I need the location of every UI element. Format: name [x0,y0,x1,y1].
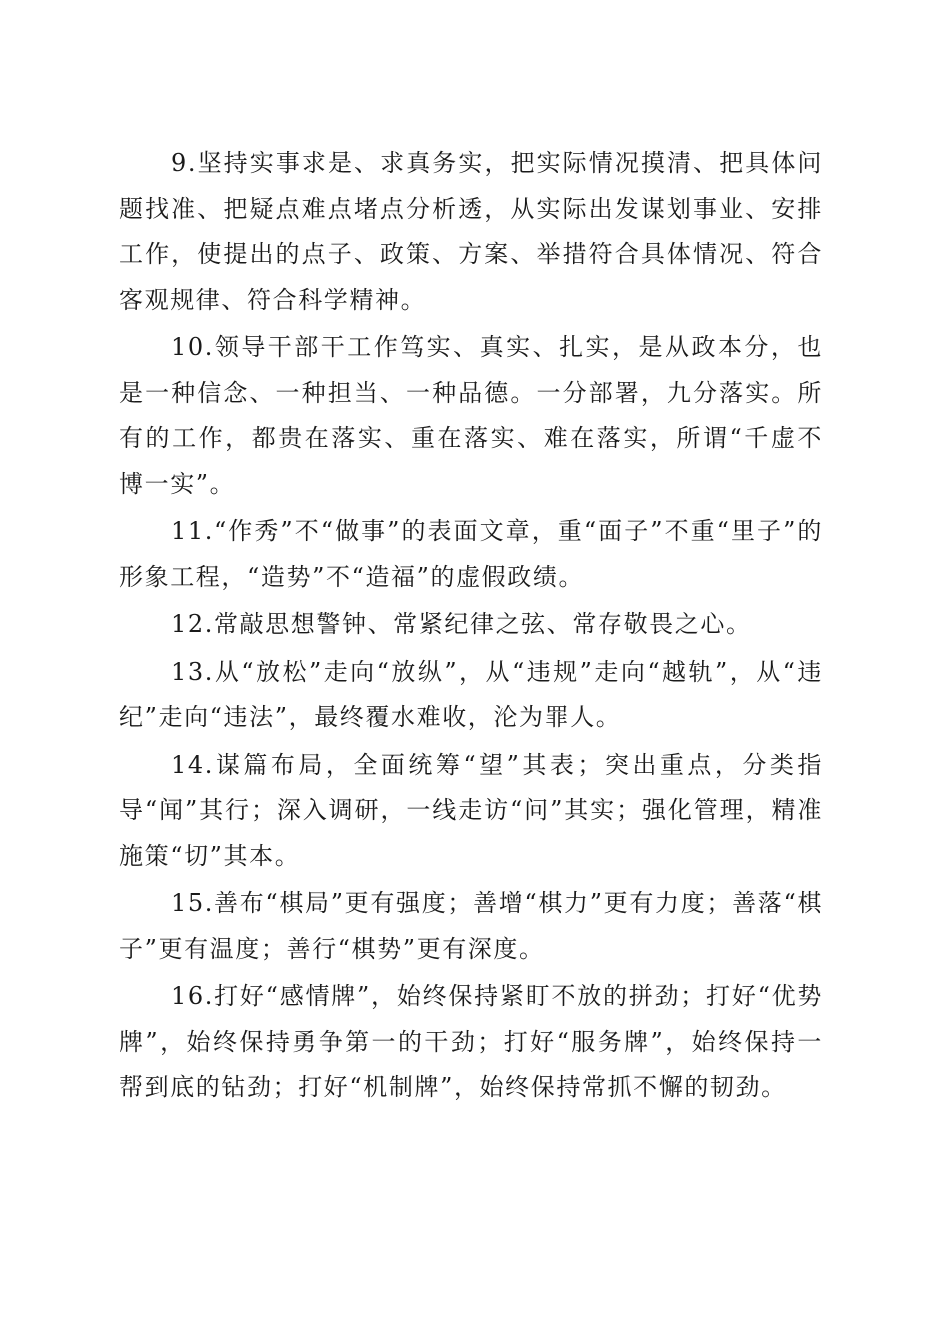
paragraph-text: 谋篇布局，全面统筹“望”其表；突出重点，分类指导“闻”其行；深入调研，一线走访“问”其实；强化管理，精准施策“切”其本。 [119,750,823,870]
paragraph-10 [119,325,823,507]
paragraph-text: 领导干部干工作笃实、真实、扎实，是从政本分，也是一种信念、一种担当、一种品德。一分部署，九分落实。所有的工作，都贵在落实、重在落实、难在落实，所谓“千虚不博一实”。 [119,333,823,498]
paragraph-text: 常敲思想警钟、常紧纪律之弦、常存敬畏之心。 [213,610,752,638]
paragraph-text: “作秀”不“做事”的表面文章，重“面子”不重“里子”的形象工程，“造势”不“造福”的虚假政绩。 [119,517,823,591]
paragraph-16 [119,974,823,1111]
paragraph-text: 打好“感情牌”，始终保持紧盯不放的拼劲；打好“优势牌”，始终保持勇争第一的干劲；打好“服务牌”，始终保持一帮到底的钻劲；打好“机制牌”，始终保持常抓不懈的韧劲。 [119,982,823,1101]
paragraph-12 [119,602,823,648]
paragraph-text: 从“放松”走向“放纵”，从“违规”走向“越轨”，从“违纪”走向“违法”，最终覆水难收，沦为罪人。 [119,657,823,731]
paragraph-number: 13. [171,657,214,686]
paragraph-9 [119,141,823,323]
paragraph-number: 15. [171,889,214,917]
paragraph-13 [119,650,823,741]
paragraph-number: 12. [171,610,214,638]
paragraph-number: 16. [171,982,214,1010]
paragraph-number: 9. [171,149,198,177]
paragraph-11 [119,509,823,600]
paragraph-number: 14. [171,750,214,779]
paragraph-15 [119,881,823,972]
paragraph-number: 10. [171,333,214,361]
paragraph-14 [119,743,823,880]
paragraph-text: 坚持实事求是、求真务实，把实际情况摸清、把具体问题找准、把疑点难点堵点分析透，从实际出发谋划事业、安排工作，使提出的点子、政策、方案、举措符合具体情况、符合客观规律、符合科学精神。 [119,149,823,314]
paragraph-number: 11. [171,517,214,545]
paragraph-text: 善布“棋局”更有强度；善增“棋力”更有力度；善落“棋子”更有温度；善行“棋势”更有深度。 [119,889,823,963]
document-body [119,141,823,1113]
